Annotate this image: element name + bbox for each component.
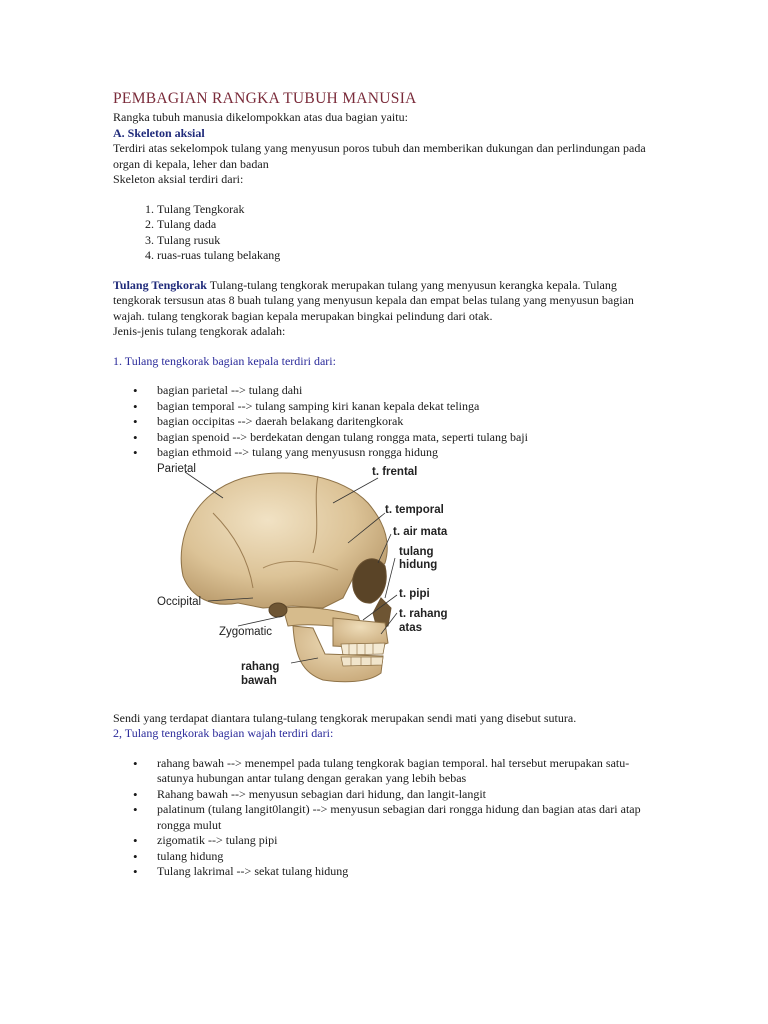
kepala-list: [113, 383, 658, 461]
list-item: • bagian spenoid --> berdekatan dengan tulang rongga mata, seperti tulang baji: [157, 430, 658, 446]
sutura-text: Sendi yang terdapat diantara tulang-tulang tengkorak merupakan sendi mati yang disebut sutura.: [113, 710, 577, 725]
label-rahang-bawah-1: rahang: [241, 661, 280, 673]
section-a-heading: A. Skeleton aksial: [113, 125, 205, 140]
label-tulang-hidung-2: hidung: [399, 559, 438, 571]
label-tulang-hidung-1: tulang: [399, 546, 434, 558]
list-item: 2. Tulang dada: [157, 217, 658, 233]
list-item: • bagian parietal --> tulang dahi: [157, 383, 658, 399]
label-rahang-atas-1: t. rahang: [399, 608, 448, 620]
tengkorak-term: Tulang Tengkorak: [113, 277, 207, 292]
list-item: • tulang hidung: [157, 849, 658, 865]
label-temporal: t. temporal: [385, 504, 444, 516]
wajah-list: [113, 756, 658, 880]
tengkorak-types-intro: Jenis-jenis tulang tengkorak adalah:: [113, 324, 286, 338]
tengkorak-paragraph: [113, 278, 658, 325]
list-item: • Tulang lakrimal --> sekat tulang hidung: [157, 864, 658, 880]
label-rahang-bawah-2: bawah: [241, 675, 277, 687]
list-item: • bagian temporal --> tulang samping kiri kanan kepala dekat telinga: [157, 399, 658, 415]
list-item: • palatinum (tulang langit0langit) --> menyusun sebagian dari rongga hidung dan bagian atas dari atap rongga mulut: [157, 802, 658, 833]
label-pipi: t. pipi: [399, 588, 430, 600]
label-parietal: Parietal: [157, 463, 196, 475]
list-item: 1. Tulang Tengkorak: [157, 202, 658, 218]
section-a-description: Terdiri atas sekelompok tulang yang menyusun poros tubuh dan memberikan dukungan dan perlindungan pada organ di kepala, leher dan badan: [113, 141, 646, 171]
label-rahang-atas-2: atas: [399, 622, 423, 634]
list-item: 3. Tulang rusuk: [157, 233, 658, 249]
label-zygomatic: Zygomatic: [219, 626, 273, 638]
list-item: • bagian ethmoid --> tulang yang menyususn rongga hidung: [157, 445, 658, 461]
section-a-list-intro: Skeleton aksial terdiri dari:: [113, 172, 244, 186]
intro-text: Rangka tubuh manusia dikelompokkan atas dua bagian yaitu:: [113, 110, 408, 124]
label-occipital: Occipital: [157, 596, 202, 608]
skull-figure: [153, 458, 453, 688]
kepala-heading: 1. Tulang tengkorak bagian kepala terdiri dari:: [113, 353, 336, 368]
label-air-mata: t. air mata: [393, 526, 448, 538]
list-item: • rahang bawah --> menempel pada tulang tengkorak bagian temporal. hal tersebut merupakan satu-satunya hubungan antar tulang dengan gerakan yang lebih bebas: [157, 756, 658, 787]
list-item: • bagian occipitas --> daerah belakang daritengkorak: [157, 414, 658, 430]
list-item: • zigomatik --> tulang pipi: [157, 833, 658, 849]
list-item: 4. ruas-ruas tulang belakang: [157, 248, 658, 264]
axial-list: [113, 202, 658, 264]
list-item: • Rahang bawah --> menyusun sebagian dari hidung, dan langit-langit: [157, 787, 658, 803]
wajah-heading: 2, Tulang tengkorak bagian wajah terdiri dari:: [113, 726, 334, 740]
document-title: PEMBAGIAN RANGKA TUBUH MANUSIA: [113, 90, 417, 107]
label-frontal: t. frental: [372, 466, 418, 478]
skull-illustration: [153, 458, 453, 688]
tengkorak-text: Tulang-tulang tengkorak merupakan tulang yang menyusun kerangka kepala. Tulang tengkorak tersusun atas 8 buah tulang yang menyusun kepala dan empat belas tulang yang menyusun bagian wajah. tulang tengkorak bagian kepala merupakan bingkai pelindung dari otak.: [113, 277, 634, 323]
